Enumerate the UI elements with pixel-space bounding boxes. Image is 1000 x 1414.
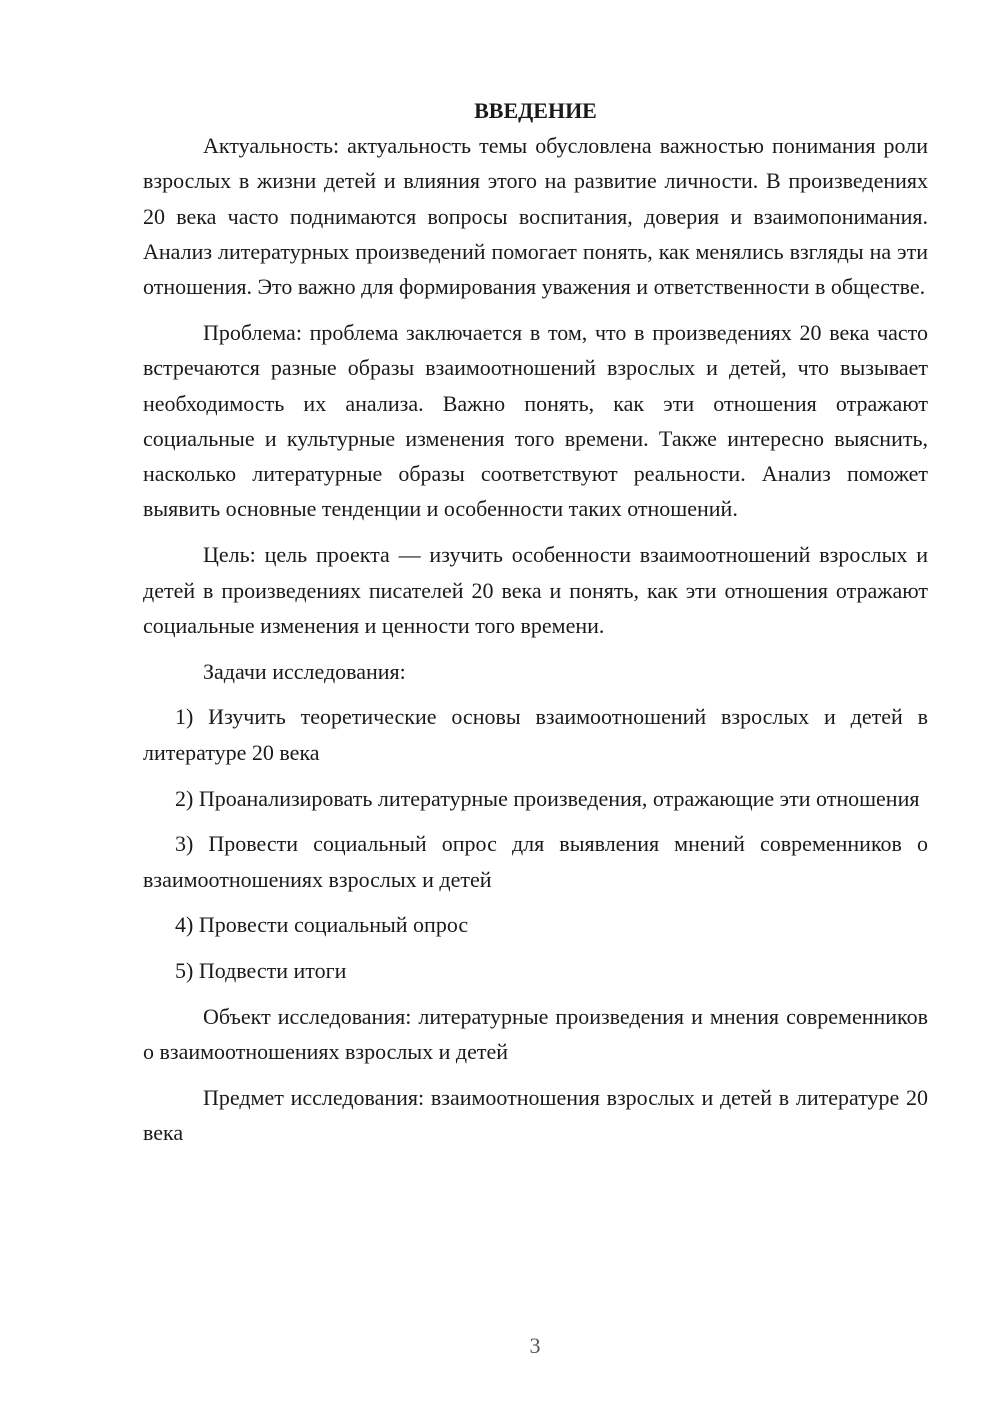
- task-item: 2) Проанализировать литературные произведения, отражающие эти отношения: [175, 785, 920, 811]
- relevance-paragraph: Актуальность: актуальность темы обусловлена важностью понимания роли взрослых в жизни детей и влияния этого на развитие личности. В произведениях 20 века часто поднимаются вопросы воспитания, доверия и взаимопонимания. Анализ литературных произведений помогает понять, как менялись взгляды на эти отношения. Это важно для формирования уважения и ответственности в обществе.: [143, 133, 928, 300]
- page-title: ВВЕДЕНИЕ: [474, 98, 597, 123]
- page-content: [143, 93, 928, 1151]
- subject-paragraph: Предмет исследования: взаимоотношения взрослых и детей в литературе 20 века: [143, 1085, 928, 1146]
- object-paragraph: Объект исследования: литературные произведения и мнения современников о взаимоотношениях взрослых и детей: [143, 1004, 928, 1065]
- task-item: 4) Провести социальный опрос: [175, 912, 469, 938]
- page-number: 3: [529, 1333, 541, 1358]
- goal-paragraph: Цель: цель проекта — изучить особенности взаимоотношений взрослых и детей в произведениях писателей 20 века и понять, как эти отношения отражают социальные изменения и ценности того времени.: [143, 542, 928, 638]
- task-item: 1) Изучить теоретические основы взаимоотношений взрослых и детей в литературе 20 века: [143, 704, 928, 765]
- task-item: 5) Подвести итоги: [175, 958, 347, 984]
- problem-paragraph: Проблема: проблема заключается в том, что в произведениях 20 века часто встречаются разные образы взаимоотношений взрослых и детей, что вызывает необходимость их анализа. Важно понять, как эти отношения отражают социальные и культурные изменения того времени. Также интересно выяснить, насколько литературные образы соответствуют реальности. Анализ поможет выявить основные тенденции и особенности таких отношений.: [143, 319, 928, 522]
- tasks-heading: Задачи исследования:: [203, 658, 406, 684]
- task-item: 3) Провести социальный опрос для выявления мнений современников о взаимоотношениях взрослых и детей: [143, 831, 928, 892]
